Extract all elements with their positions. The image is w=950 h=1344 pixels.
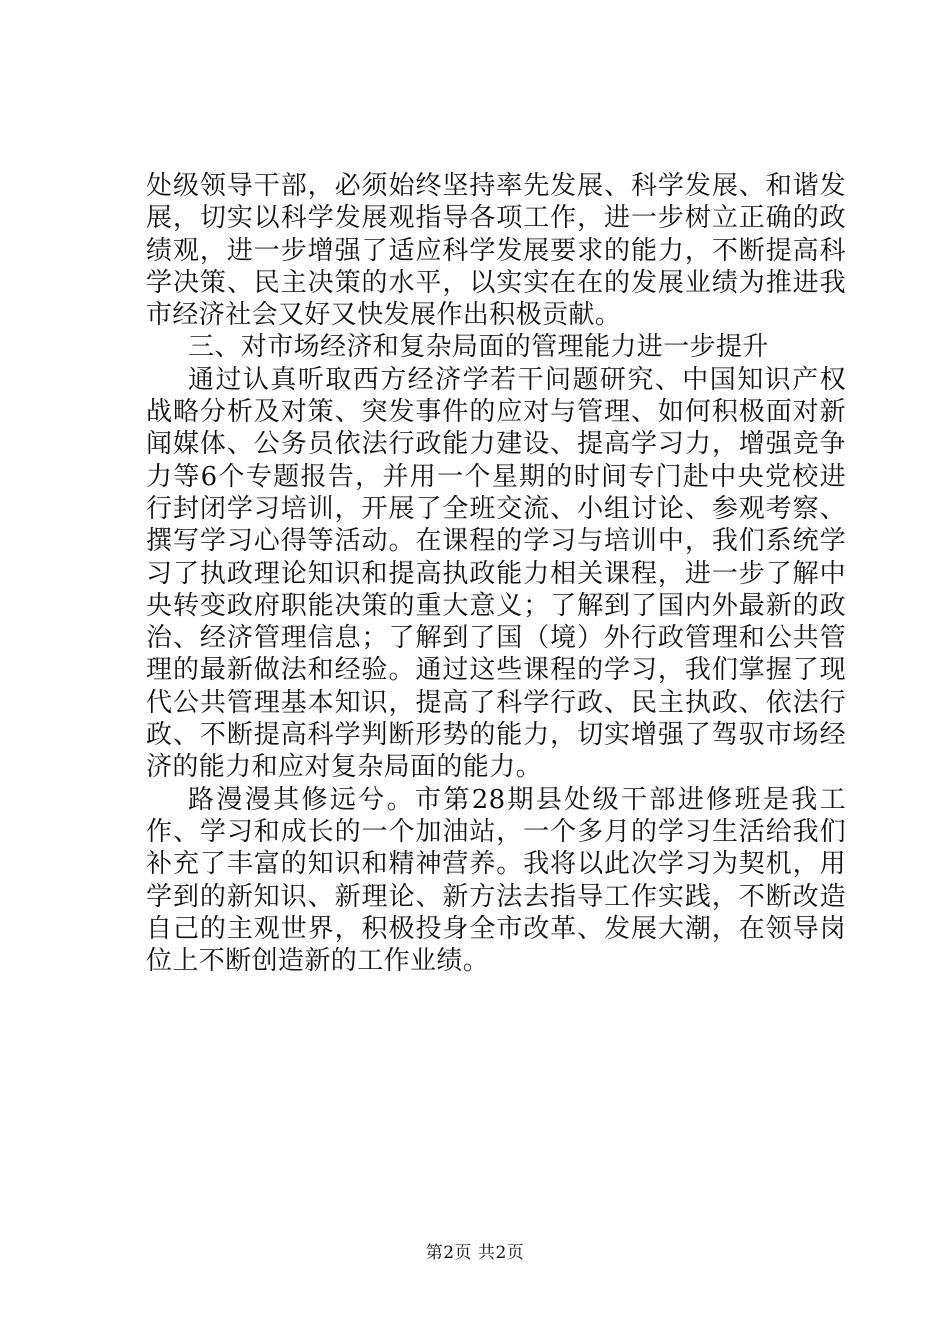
section-heading: 三、对市场经济和复杂局面的管理能力进一步提升 (188, 332, 769, 363)
paragraph-continuation: 处级领导干部，必须始终坚持率先发展、科学发展、和谐发展，切实以科学发展观指导各项工作，进一步树立正确的政绩观，进一步增强了适应科学发展要求的能力，不断提高科学决策、民主决策的水平，以实实在在的发展业绩为推进我市经济社会又好又快发展作出积极贡献。 (146, 171, 846, 331)
page-number: 第2页 共2页 (425, 1243, 525, 1263)
paragraph-conclusion: 路漫漫其修远兮。市第28期县处级干部进修班是我工作、学习和成长的一个加油站，一个多月的学习生活给我们补充了丰富的知识和精神营养。我将以此次学习为契机，用学到的新知识、新理论、新方法去指导工作实践，不断改造自己的主观世界，积极投身全市改革、发展大潮，在领导岗位上不断创造新的工作业绩。 (146, 784, 846, 977)
document-body (146, 170, 846, 977)
page-footer (0, 1243, 950, 1263)
paragraph-training: 通过认真听取西方经济学若干问题研究、中国知识产权战略分析及对策、突发事件的应对与管理、如何积极面对新闻媒体、公务员依法行政能力建设、提高学习力，增强竞争力等6个专题报告，并用一个星期的时间专门赴中央党校进行封闭学习培训，开展了全班交流、小组讨论、参观考察、撰写学习心得等活动。在课程的学习与培训中，我们系统学习了执政理论知识和提高执政能力相关课程，进一步了解中央转变政府职能决策的重大意义；了解到了国内外最新的政治、经济管理信息；了解到了国（境）外行政管理和公共管理的最新做法和经验。通过这些课程的学习，我们掌握了现代公共管理基本知识，提高了科学行政、民主执政、依法行政、不断提高科学判断形势的能力，切实增强了驾驭市场经济的能力和应对复杂局面的能力。 (146, 364, 846, 783)
